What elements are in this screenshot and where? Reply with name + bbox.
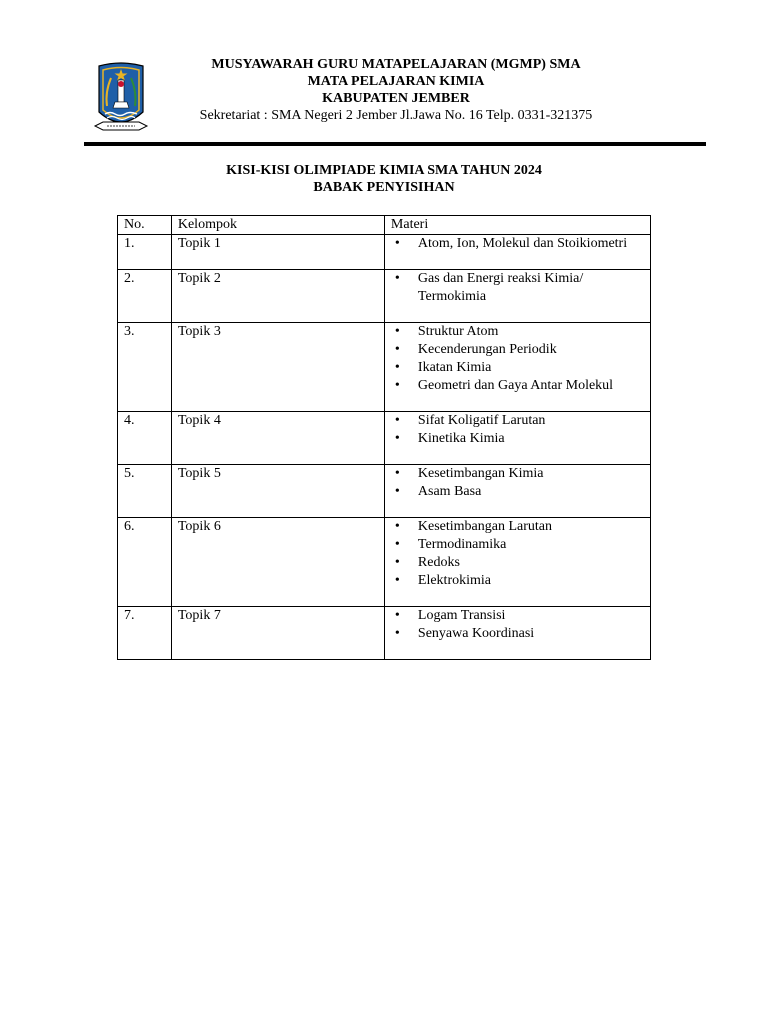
materi-item: • Sifat Koligatif Larutan (391, 412, 644, 430)
materi-item: • Struktur Atom (391, 323, 644, 341)
row-number: 5. (118, 465, 172, 518)
row-materi (384, 270, 650, 323)
row-materi (384, 465, 650, 518)
materi-item: • Gas dan Energi reaksi Kimia/ Termokimia (391, 270, 644, 306)
row-kelompok: Topik 2 (171, 270, 384, 323)
jawa-timur-emblem-icon (93, 60, 149, 142)
materi-item: • Geometri dan Gaya Antar Molekul (391, 377, 644, 395)
row-materi (384, 518, 650, 607)
materi-list (391, 323, 644, 411)
materi-list (391, 607, 644, 659)
letterhead-org: MUSYAWARAH GURU MATAPELAJARAN (MGMP) SMA (211, 57, 581, 72)
row-number: 7. (118, 607, 172, 660)
materi-item: • Redoks (391, 554, 644, 572)
row-materi (384, 323, 650, 412)
row-kelompok: Topik 1 (171, 235, 384, 270)
materi-item: • Atom, Ion, Molekul dan Stoikiometri (391, 235, 644, 253)
table-header-row (118, 216, 651, 235)
materi-item: • Elektrokimia (391, 572, 644, 590)
row-materi (384, 607, 650, 660)
table-row (118, 235, 651, 270)
materi-item: • Logam Transisi (391, 607, 644, 625)
table-row (118, 607, 651, 660)
table-row (118, 270, 651, 323)
materi-item: • Ikatan Kimia (391, 359, 644, 377)
row-kelompok: Topik 4 (171, 412, 384, 465)
table-row (118, 518, 651, 607)
row-number: 1. (118, 235, 172, 270)
row-materi (384, 235, 650, 270)
materi-item: • Senyawa Koordinasi (391, 625, 644, 643)
row-kelompok: Topik 5 (171, 465, 384, 518)
row-kelompok: Topik 7 (171, 607, 384, 660)
column-header-kelompok: Kelompok (171, 216, 384, 235)
materi-list (391, 465, 644, 517)
table-row (118, 412, 651, 465)
letterhead-address: Sekretariat : SMA Negeri 2 Jember Jl.Jawa No. 16 Telp. 0331-321375 (199, 108, 593, 123)
column-header-no: No. (118, 216, 172, 235)
row-number: 4. (118, 412, 172, 465)
materi-item: • Kinetika Kimia (391, 430, 644, 448)
row-number: 3. (118, 323, 172, 412)
row-number: 2. (118, 270, 172, 323)
document-title-line2: BABAK PENYISIHAN (313, 180, 455, 195)
table-row (118, 465, 651, 518)
materi-item: • Kesetimbangan Kimia (391, 465, 644, 483)
row-kelompok: Topik 6 (171, 518, 384, 607)
header-divider (84, 142, 706, 146)
letterhead-region: KABUPATEN JEMBER (322, 91, 470, 106)
letterhead-subject: MATA PELAJARAN KIMIA (307, 74, 485, 89)
materi-list (391, 270, 644, 322)
materi-item: • Termodinamika (391, 536, 644, 554)
row-number: 6. (118, 518, 172, 607)
letterhead (170, 56, 622, 124)
row-materi (384, 412, 650, 465)
kisi-kisi-table (117, 215, 651, 660)
materi-item: • Kesetimbangan Larutan (391, 518, 644, 536)
materi-item: • Asam Basa (391, 483, 644, 501)
document-title-line1: KISI-KISI OLIMPIADE KIMIA SMA TAHUN 2024 (226, 163, 542, 178)
materi-list (391, 518, 644, 606)
materi-list (391, 412, 644, 464)
column-header-materi: Materi (384, 216, 650, 235)
row-kelompok: Topik 3 (171, 323, 384, 412)
materi-item: • Kecenderungan Periodik (391, 341, 644, 359)
document-title (84, 162, 684, 196)
materi-list (391, 235, 644, 269)
table-row (118, 323, 651, 412)
